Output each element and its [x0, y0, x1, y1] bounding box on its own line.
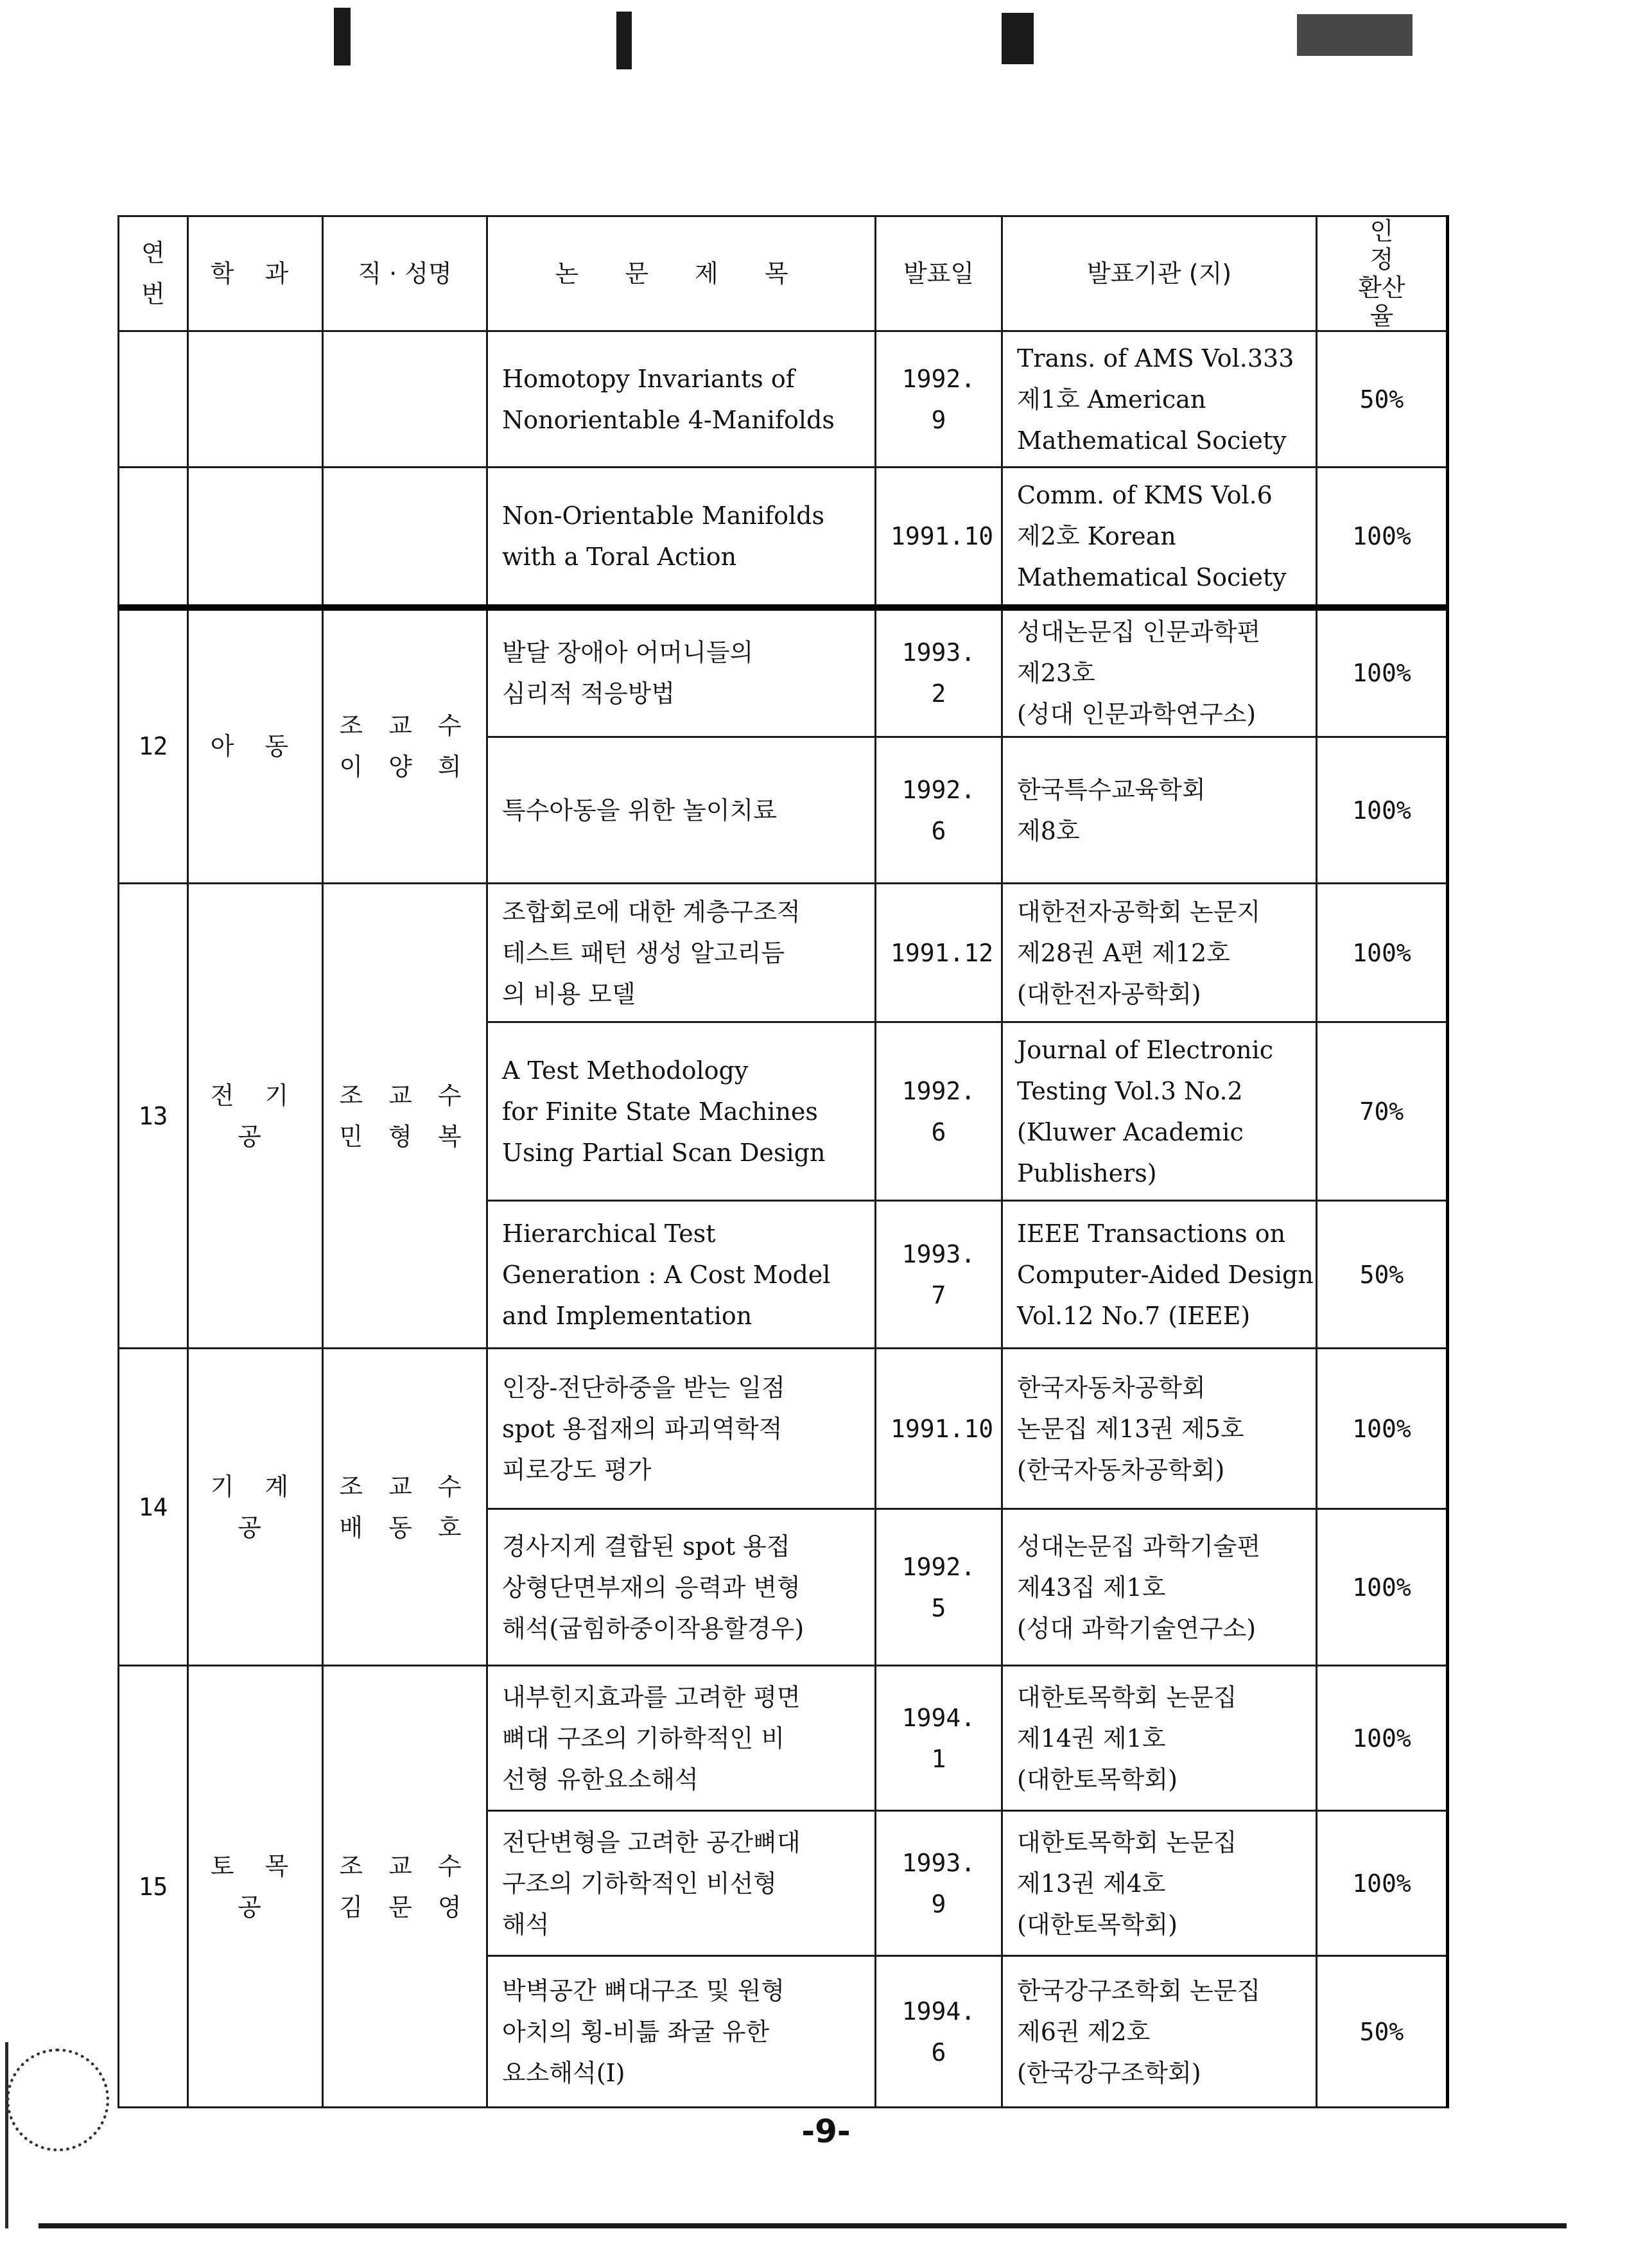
publish-date: 1992. 5: [876, 1509, 1002, 1666]
title-line: Using Partial Scan Design: [502, 1138, 826, 1167]
header-name: 직 · 성명: [323, 216, 487, 331]
venue-line: (성대 과학기술연구소): [1017, 1614, 1256, 1643]
title-line: Hierarchical Test: [502, 1219, 716, 1248]
venue-line: (대한토목학회): [1017, 1910, 1178, 1939]
venue-line: 성대논문집 인문과학편: [1017, 618, 1261, 647]
stamp-mark: [6, 2049, 109, 2151]
publisher: [1002, 1666, 1317, 1811]
paper-title: [487, 1022, 876, 1201]
recognition-rate: 100%: [1317, 1811, 1448, 1956]
publisher: [1002, 331, 1317, 468]
table-row: [119, 1349, 1448, 1509]
publisher: [1002, 1022, 1317, 1201]
title-line: 피로강도 평가: [502, 1455, 652, 1484]
publisher: [1002, 1201, 1317, 1349]
title-line: 경사지게 결합된 spot 용접: [502, 1532, 790, 1561]
title-line: 발달 장애아 어머니들의: [502, 638, 754, 667]
paper-title: [487, 884, 876, 1022]
paper-title: [487, 1349, 876, 1509]
venue-line: 대한전자공학회 논문지: [1017, 897, 1261, 926]
paper-title: [487, 331, 876, 468]
venue-line: 제43집 제1호: [1017, 1573, 1166, 1602]
publish-date: 1991.12: [876, 884, 1002, 1022]
table-row: [119, 331, 1448, 468]
paper-title: [487, 1956, 876, 2108]
header-dept: 학 과: [188, 216, 323, 331]
recognition-rate: 100%: [1317, 1349, 1448, 1509]
venue-line: 한국특수교육학회: [1017, 775, 1206, 804]
venue-line: 한국강구조학회 논문집: [1017, 1976, 1261, 2005]
department: [188, 468, 323, 608]
table-row: [119, 884, 1448, 1022]
venue-line: 대한토목학회 논문집: [1017, 1828, 1237, 1857]
title-line: 해석: [502, 1910, 550, 1939]
title-line: 구조의 기하학적인 비선형: [502, 1869, 777, 1898]
venue-line: (대한토목학회): [1017, 1765, 1178, 1794]
title-line: 테스트 패턴 생성 알고리듬: [502, 938, 785, 967]
venue-line: Publishers): [1017, 1159, 1157, 1187]
venue-line: (성대 인문과학연구소): [1017, 700, 1256, 729]
paper-title: [487, 1509, 876, 1666]
title-line: 아치의 횡-비틂 좌굴 유한: [502, 2017, 770, 2046]
venue-line: 제2호 Korean: [1017, 521, 1176, 550]
publisher: [1002, 1349, 1317, 1509]
venue-line: (Kluwer Academic: [1017, 1117, 1244, 1146]
table-body: [119, 331, 1448, 2108]
papers-table: [117, 215, 1449, 2108]
publish-date: 1993. 7: [876, 1201, 1002, 1349]
recognition-rate: 50%: [1317, 1956, 1448, 2108]
title-line: with a Toral Action: [502, 542, 737, 571]
name-line: 조 교 수: [339, 712, 471, 740]
title-line: 박벽공간 뼈대구조 및 원형: [502, 1976, 785, 2005]
paper-title: [487, 1811, 876, 1956]
title-line: 뼈대 구조의 기하학적인 비: [502, 1724, 785, 1753]
venue-line: Comm. of KMS Vol.6: [1017, 480, 1273, 509]
department: 토 목 공: [188, 1666, 323, 2108]
venue-line: Testing Vol.3 No.2: [1017, 1076, 1243, 1105]
table-row: [119, 1666, 1448, 1811]
row-number: 15: [119, 1666, 188, 2108]
title-line: A Test Methodology: [502, 1056, 749, 1085]
venue-line: (한국강구조학회): [1017, 2058, 1201, 2087]
position-name: [323, 468, 487, 608]
publisher: [1002, 468, 1317, 608]
venue-line: (한국자동차공학회): [1017, 1455, 1225, 1484]
venue-line: 제6권 제2호: [1017, 2017, 1151, 2046]
recognition-rate: 100%: [1317, 1666, 1448, 1811]
venue-line: 제14권 제1호: [1017, 1724, 1166, 1753]
bottom-rule: [39, 2223, 1567, 2228]
name-line: 배 동 호: [339, 1513, 471, 1542]
publish-date: 1991.10: [876, 1349, 1002, 1509]
venue-line: 제28권 A편 제12호: [1017, 938, 1230, 967]
paper-title: [487, 1201, 876, 1349]
binder-mark-3: [1002, 13, 1034, 64]
row-number: 14: [119, 1349, 188, 1666]
venue-line: 제1호 American: [1017, 385, 1206, 414]
binder-mark-2: [616, 12, 632, 69]
binder-mark-4: [1297, 14, 1413, 56]
venue-line: 제8호: [1017, 816, 1080, 845]
header-date: 발표일: [876, 216, 1002, 331]
venue-line: 제13권 제4호: [1017, 1869, 1166, 1898]
row-number: 13: [119, 884, 188, 1349]
title-line: 특수아동을 위한 놀이치료: [502, 796, 777, 825]
publish-date: 1992. 9: [876, 331, 1002, 468]
row-number: [119, 468, 188, 608]
recognition-rate: 100%: [1317, 737, 1448, 884]
title-line: 선형 유한요소해석: [502, 1765, 699, 1794]
publisher: [1002, 884, 1317, 1022]
department: 전 기 공: [188, 884, 323, 1349]
venue-line: Mathematical Society: [1017, 563, 1287, 591]
publish-date: 1994. 1: [876, 1666, 1002, 1811]
row-number: [119, 331, 188, 468]
title-line: 인장-전단하중을 받는 일점: [502, 1373, 785, 1402]
position-name: [323, 1666, 487, 2108]
name-line: 민 형 복: [339, 1122, 471, 1151]
recognition-rate: 100%: [1317, 884, 1448, 1022]
publisher: [1002, 1509, 1317, 1666]
name-line: 조 교 수: [339, 1851, 471, 1880]
venue-line: 제23호: [1017, 659, 1095, 688]
venue-line: 한국자동차공학회: [1017, 1373, 1206, 1402]
venue-line: 대한토목학회 논문집: [1017, 1683, 1237, 1711]
row-number: 12: [119, 608, 188, 884]
paper-title: [487, 608, 876, 737]
venue-line: Mathematical Society: [1017, 426, 1287, 455]
binder-mark-1: [334, 8, 351, 66]
department: 기 계 공: [188, 1349, 323, 1666]
department: 아 동: [188, 608, 323, 884]
name-line: 조 교 수: [339, 1081, 471, 1110]
position-name: [323, 608, 487, 884]
title-line: spot 용접재의 파괴역학적: [502, 1414, 783, 1443]
title-line: 해석(굽힘하중이작용할경우): [502, 1614, 804, 1643]
title-line: and Implementation: [502, 1301, 752, 1330]
title-line: Nonorientable 4-Manifolds: [502, 405, 835, 434]
venue-line: 논문집 제13권 제5호: [1017, 1414, 1244, 1443]
header-rate: 인 정 환산율: [1317, 216, 1448, 331]
header-row: [119, 216, 1448, 331]
publisher: [1002, 737, 1317, 884]
title-line: 내부힌지효과를 고려한 평면: [502, 1683, 801, 1711]
title-line: 전단변형을 고려한 공간뼈대: [502, 1828, 801, 1857]
table-row: [119, 468, 1448, 608]
recognition-rate: 70%: [1317, 1022, 1448, 1201]
header-title: 논 문 제 목: [487, 216, 876, 331]
table-row: [119, 608, 1448, 737]
recognition-rate: 50%: [1317, 331, 1448, 468]
publish-date: 1992. 6: [876, 737, 1002, 884]
paper-title: [487, 468, 876, 608]
page-number: -9-: [801, 2113, 851, 2150]
position-name: [323, 884, 487, 1349]
header-venue: 발표기관 (지): [1002, 216, 1317, 331]
venue-line: Computer-Aided Design: [1017, 1260, 1314, 1289]
recognition-rate: 50%: [1317, 1201, 1448, 1349]
recognition-rate: 100%: [1317, 468, 1448, 608]
venue-line: Vol.12 No.7 (IEEE): [1017, 1301, 1251, 1330]
title-line: Generation : A Cost Model: [502, 1260, 831, 1289]
publish-date: 1992. 6: [876, 1022, 1002, 1201]
name-line: 조 교 수: [339, 1472, 471, 1501]
title-line: 심리적 적응방법: [502, 679, 675, 708]
title-line: for Finite State Machines: [502, 1097, 818, 1126]
paper-title: [487, 737, 876, 884]
recognition-rate: 100%: [1317, 1509, 1448, 1666]
publish-date: 1993. 9: [876, 1811, 1002, 1956]
left-rule: [5, 2042, 8, 2228]
title-line: 조합회로에 대한 계층구조적: [502, 897, 801, 926]
venue-line: IEEE Transactions on: [1017, 1219, 1286, 1248]
department: [188, 331, 323, 468]
publish-date: 1994. 6: [876, 1956, 1002, 2108]
title-line: 의 비용 모델: [502, 979, 636, 1008]
name-line: 김 문 영: [339, 1893, 471, 1921]
position-name: [323, 331, 487, 468]
publisher: [1002, 1811, 1317, 1956]
paper-title: [487, 1666, 876, 1811]
position-name: [323, 1349, 487, 1666]
venue-line: 성대논문집 과학기술편: [1017, 1532, 1261, 1561]
venue-line: Journal of Electronic: [1017, 1035, 1274, 1064]
title-line: Homotopy Invariants of: [502, 364, 795, 393]
publish-date: 1991.10: [876, 468, 1002, 608]
venue-line: (대한전자공학회): [1017, 979, 1201, 1008]
publisher: [1002, 608, 1317, 737]
publisher: [1002, 1956, 1317, 2108]
title-line: 상형단면부재의 응력과 변형: [502, 1573, 801, 1602]
name-line: 이 양 희: [339, 753, 471, 782]
title-line: Non-Orientable Manifolds: [502, 501, 824, 530]
title-line: 요소해석(Ⅰ): [502, 2058, 625, 2087]
venue-line: Trans. of AMS Vol.333: [1017, 344, 1294, 372]
publish-date: 1993. 2: [876, 608, 1002, 737]
header-no: 연번: [119, 216, 188, 331]
recognition-rate: 100%: [1317, 608, 1448, 737]
